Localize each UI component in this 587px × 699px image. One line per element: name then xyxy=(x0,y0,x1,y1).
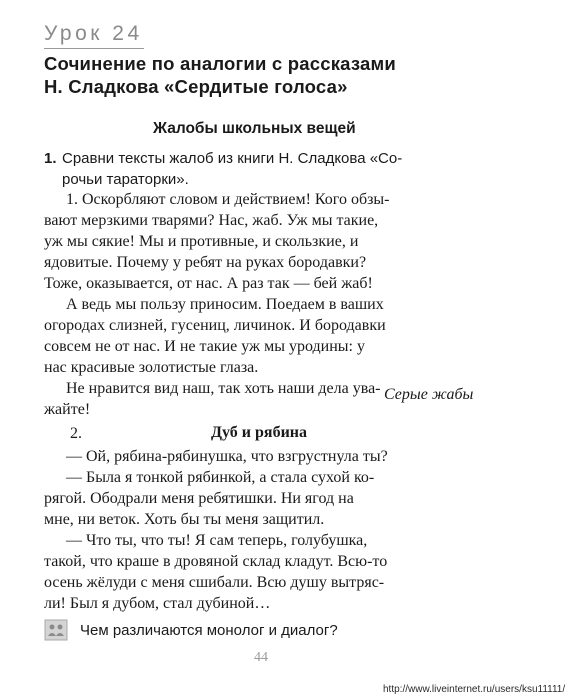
task-number: 1. xyxy=(44,150,57,167)
lesson-label: Урок 24 xyxy=(44,22,143,45)
story-line: рягой. Ободрали меня ребятишки. Ни ягод на xyxy=(44,490,354,507)
story-line: 1. Оскорбляют словом и действием! Кого обзы- xyxy=(66,191,390,208)
story-line: нас красивые золотистые глаза. xyxy=(44,359,259,376)
lesson-title xyxy=(44,52,564,98)
story-line: жайте! xyxy=(44,401,91,418)
story-oak-rowan xyxy=(44,446,496,614)
task-1 xyxy=(44,148,514,190)
story-line: осень жёлуди с меня сшибали. Всю душу вытряс- xyxy=(44,574,385,591)
lesson-label-underline xyxy=(44,48,144,49)
story-line: — Ой, рябина-рябинушка, что взгрустнула ты? xyxy=(66,448,388,465)
lesson-title-line: Н. Сладкова «Сердитые голоса» xyxy=(44,76,348,97)
story-line: уж мы сякие! Мы и противные, и скользкие, и xyxy=(44,233,359,250)
story-number: 2. xyxy=(70,425,82,442)
source-watermark: http://www.liveinternet.ru/users/ksu11111/ xyxy=(383,684,566,695)
story-line: совсем не от нас. И не такие уж мы уродины: у xyxy=(44,338,365,355)
section-heading-oak-rowan: Дуб и рябина xyxy=(211,424,308,441)
story-line: Тоже, оказывается, от нас. А раз так — бей жаб! xyxy=(44,275,373,292)
story-line: А ведь мы пользу приносим. Поедаем в ваших xyxy=(66,296,384,313)
task-text-line: Сравни тексты жалоб из книги Н. Сладкова «Со- xyxy=(62,150,403,167)
question-text: Чем различаются монолог и диалог? xyxy=(80,621,338,639)
story-line: — Была я тонкой рябинкой, а стала сухой ко- xyxy=(66,469,375,486)
section-heading-complaints: Жалобы школьных вещей xyxy=(153,120,356,137)
lesson-title-line: Сочинение по аналогии с рассказами xyxy=(44,53,396,74)
discussion-icon xyxy=(44,619,68,641)
story-line: ли! Был я дубом, стал дубиной… xyxy=(44,595,271,612)
story-line: огородах слизней, гусениц, личинок. И бородавки xyxy=(44,317,386,334)
story-signature: Серые жабы xyxy=(384,386,474,403)
story-line: — Что ты, что ты! Я сам теперь, голубушка, xyxy=(66,532,368,549)
story-line: ядовитые. Почему у ребят на руках бородавки? xyxy=(44,254,367,271)
task-text-line: рочьи тараторки». xyxy=(62,171,189,188)
story-line: вают мерзкими тварями? Нас, жаб. Уж мы такие, xyxy=(44,212,379,229)
story-line: Не нравится вид наш, так хоть наши дела ува- xyxy=(66,380,381,397)
story-line: такой, что краше в дровяной склад кладут. Всю-то xyxy=(44,553,388,570)
page-number: 44 xyxy=(254,650,268,665)
task-text xyxy=(44,148,514,190)
story-line: мне, ни веток. Хоть бы ты меня защитил. xyxy=(44,511,325,528)
discussion-question xyxy=(44,618,338,642)
